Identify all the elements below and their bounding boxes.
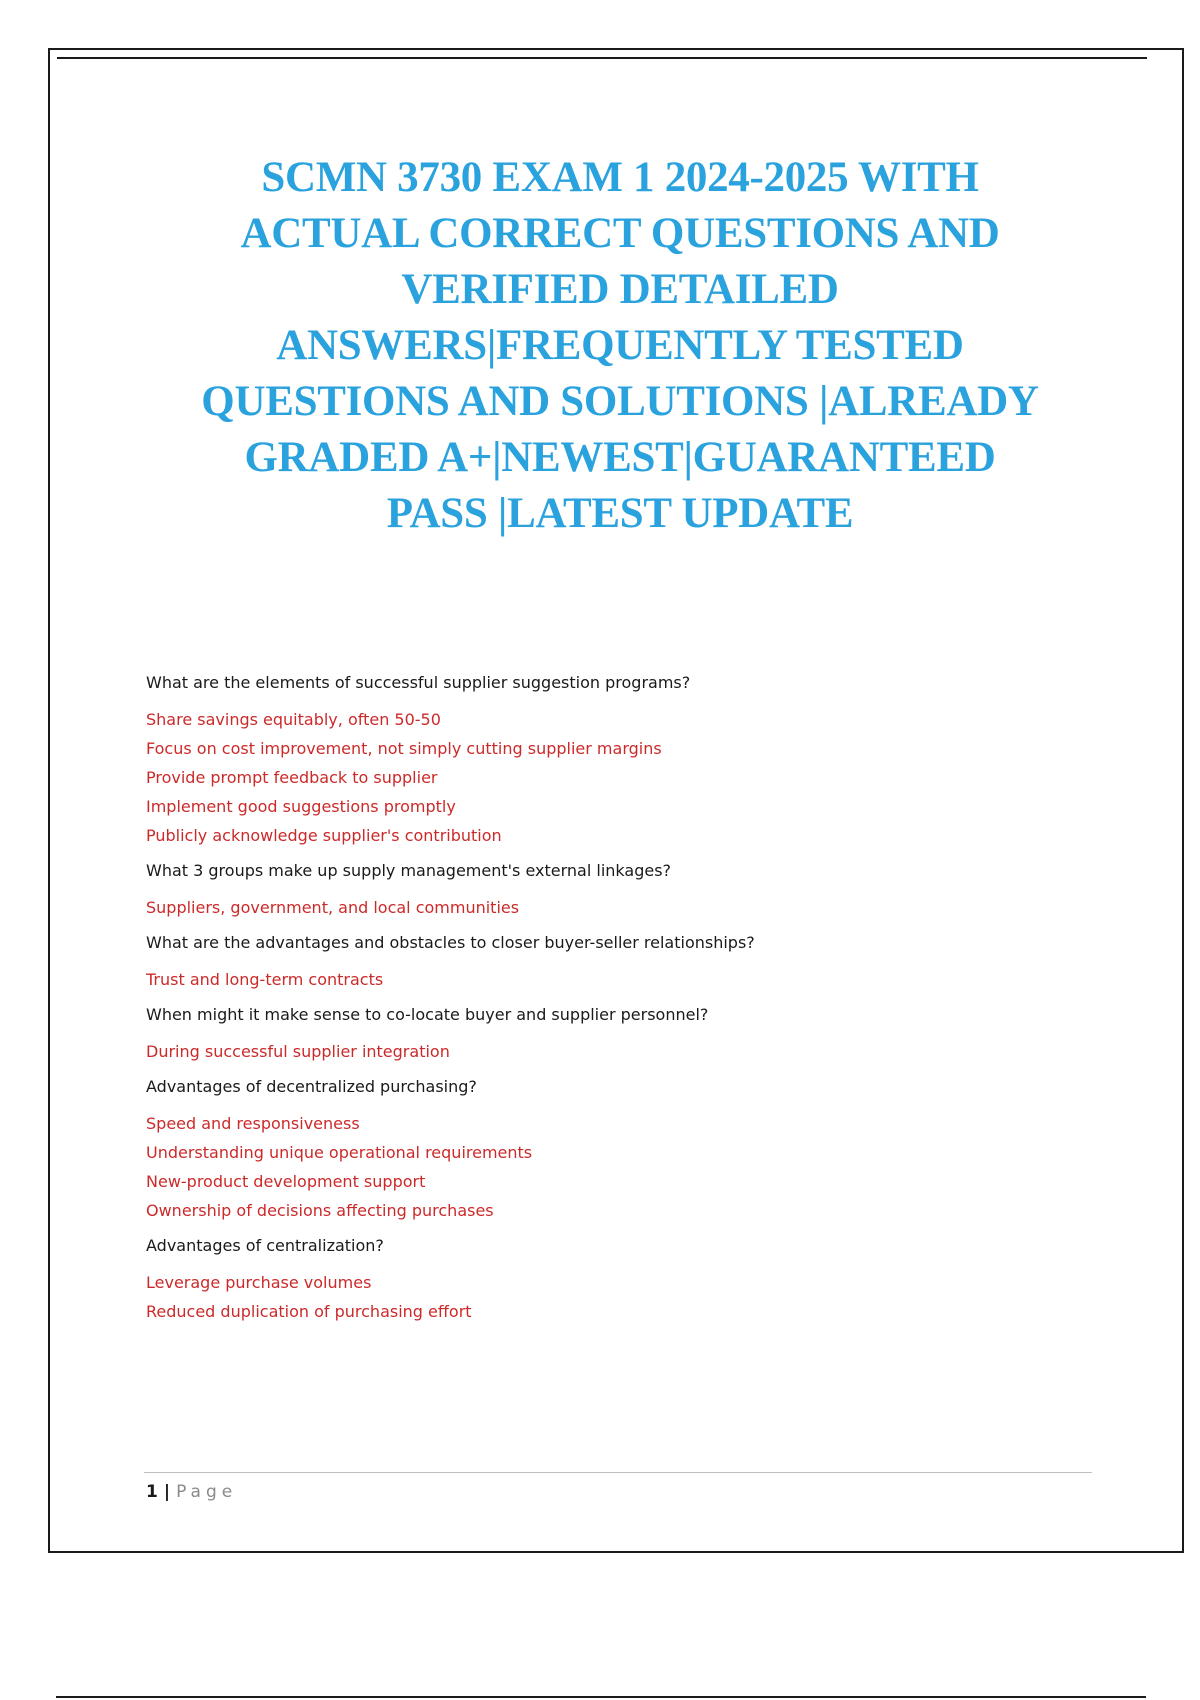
qa-list — [146, 670, 1106, 1334]
title-line: VERIFIED DETAILED — [401, 266, 839, 313]
title-line: QUESTIONS AND SOLUTIONS |ALREADY — [201, 378, 1039, 425]
answer-list — [146, 705, 1106, 850]
page-footer — [146, 1480, 237, 1504]
answer: Reduced duplication of purchasing effort — [146, 1302, 472, 1321]
qa-block — [146, 858, 1106, 922]
answer: Focus on cost improvement, not simply cutting supplier margins — [146, 739, 662, 758]
page-separator: | — [163, 1482, 171, 1502]
answer: Trust and long-term contracts — [146, 970, 384, 989]
title-line: SCMN 3730 EXAM 1 2024-2025 WITH — [261, 154, 979, 201]
answer: Understanding unique operational requirements — [146, 1143, 533, 1162]
title-line: ANSWERS|FREQUENTLY TESTED — [276, 322, 964, 369]
answer: Speed and responsiveness — [146, 1114, 360, 1133]
page-number: 1 — [146, 1482, 158, 1502]
page-frame — [48, 48, 1184, 1553]
answer: Publicly acknowledge supplier's contribution — [146, 826, 502, 845]
top-rule — [57, 57, 1147, 59]
answer: Leverage purchase volumes — [146, 1273, 372, 1292]
answer: New-product development support — [146, 1172, 426, 1191]
answer-list — [146, 1109, 1106, 1225]
footer-rule — [144, 1472, 1092, 1473]
qa-block — [146, 1002, 1106, 1066]
qa-block — [146, 1233, 1106, 1326]
document-title — [130, 150, 1110, 542]
answer: Share savings equitably, often 50-50 — [146, 710, 441, 729]
question: When might it make sense to co-locate buyer and supplier personnel? — [146, 1005, 709, 1024]
answer: Ownership of decisions affecting purchases — [146, 1201, 494, 1220]
title-line: GRADED A+|NEWEST|GUARANTEED — [244, 434, 996, 481]
next-page-top-rule — [56, 1696, 1146, 1698]
qa-block — [146, 930, 1106, 994]
question: Advantages of decentralized purchasing? — [146, 1077, 477, 1096]
answer-list — [146, 893, 1106, 922]
answer: Suppliers, government, and local communities — [146, 898, 520, 917]
answer-list — [146, 1268, 1106, 1326]
qa-block — [146, 1074, 1106, 1225]
qa-block — [146, 670, 1106, 850]
answer: During successful supplier integration — [146, 1042, 450, 1061]
title-line: ACTUAL CORRECT QUESTIONS AND — [240, 210, 1000, 257]
question: Advantages of centralization? — [146, 1236, 384, 1255]
question: What are the advantages and obstacles to closer buyer-seller relationships? — [146, 933, 755, 952]
answer: Provide prompt feedback to supplier — [146, 768, 438, 787]
title-line: PASS |LATEST UPDATE — [386, 490, 854, 537]
question: What 3 groups make up supply management's external linkages? — [146, 861, 672, 880]
answer-list — [146, 1037, 1106, 1066]
answer: Implement good suggestions promptly — [146, 797, 456, 816]
answer-list — [146, 965, 1106, 994]
question: What are the elements of successful supplier suggestion programs? — [146, 673, 691, 692]
page-label: Page — [176, 1482, 238, 1502]
